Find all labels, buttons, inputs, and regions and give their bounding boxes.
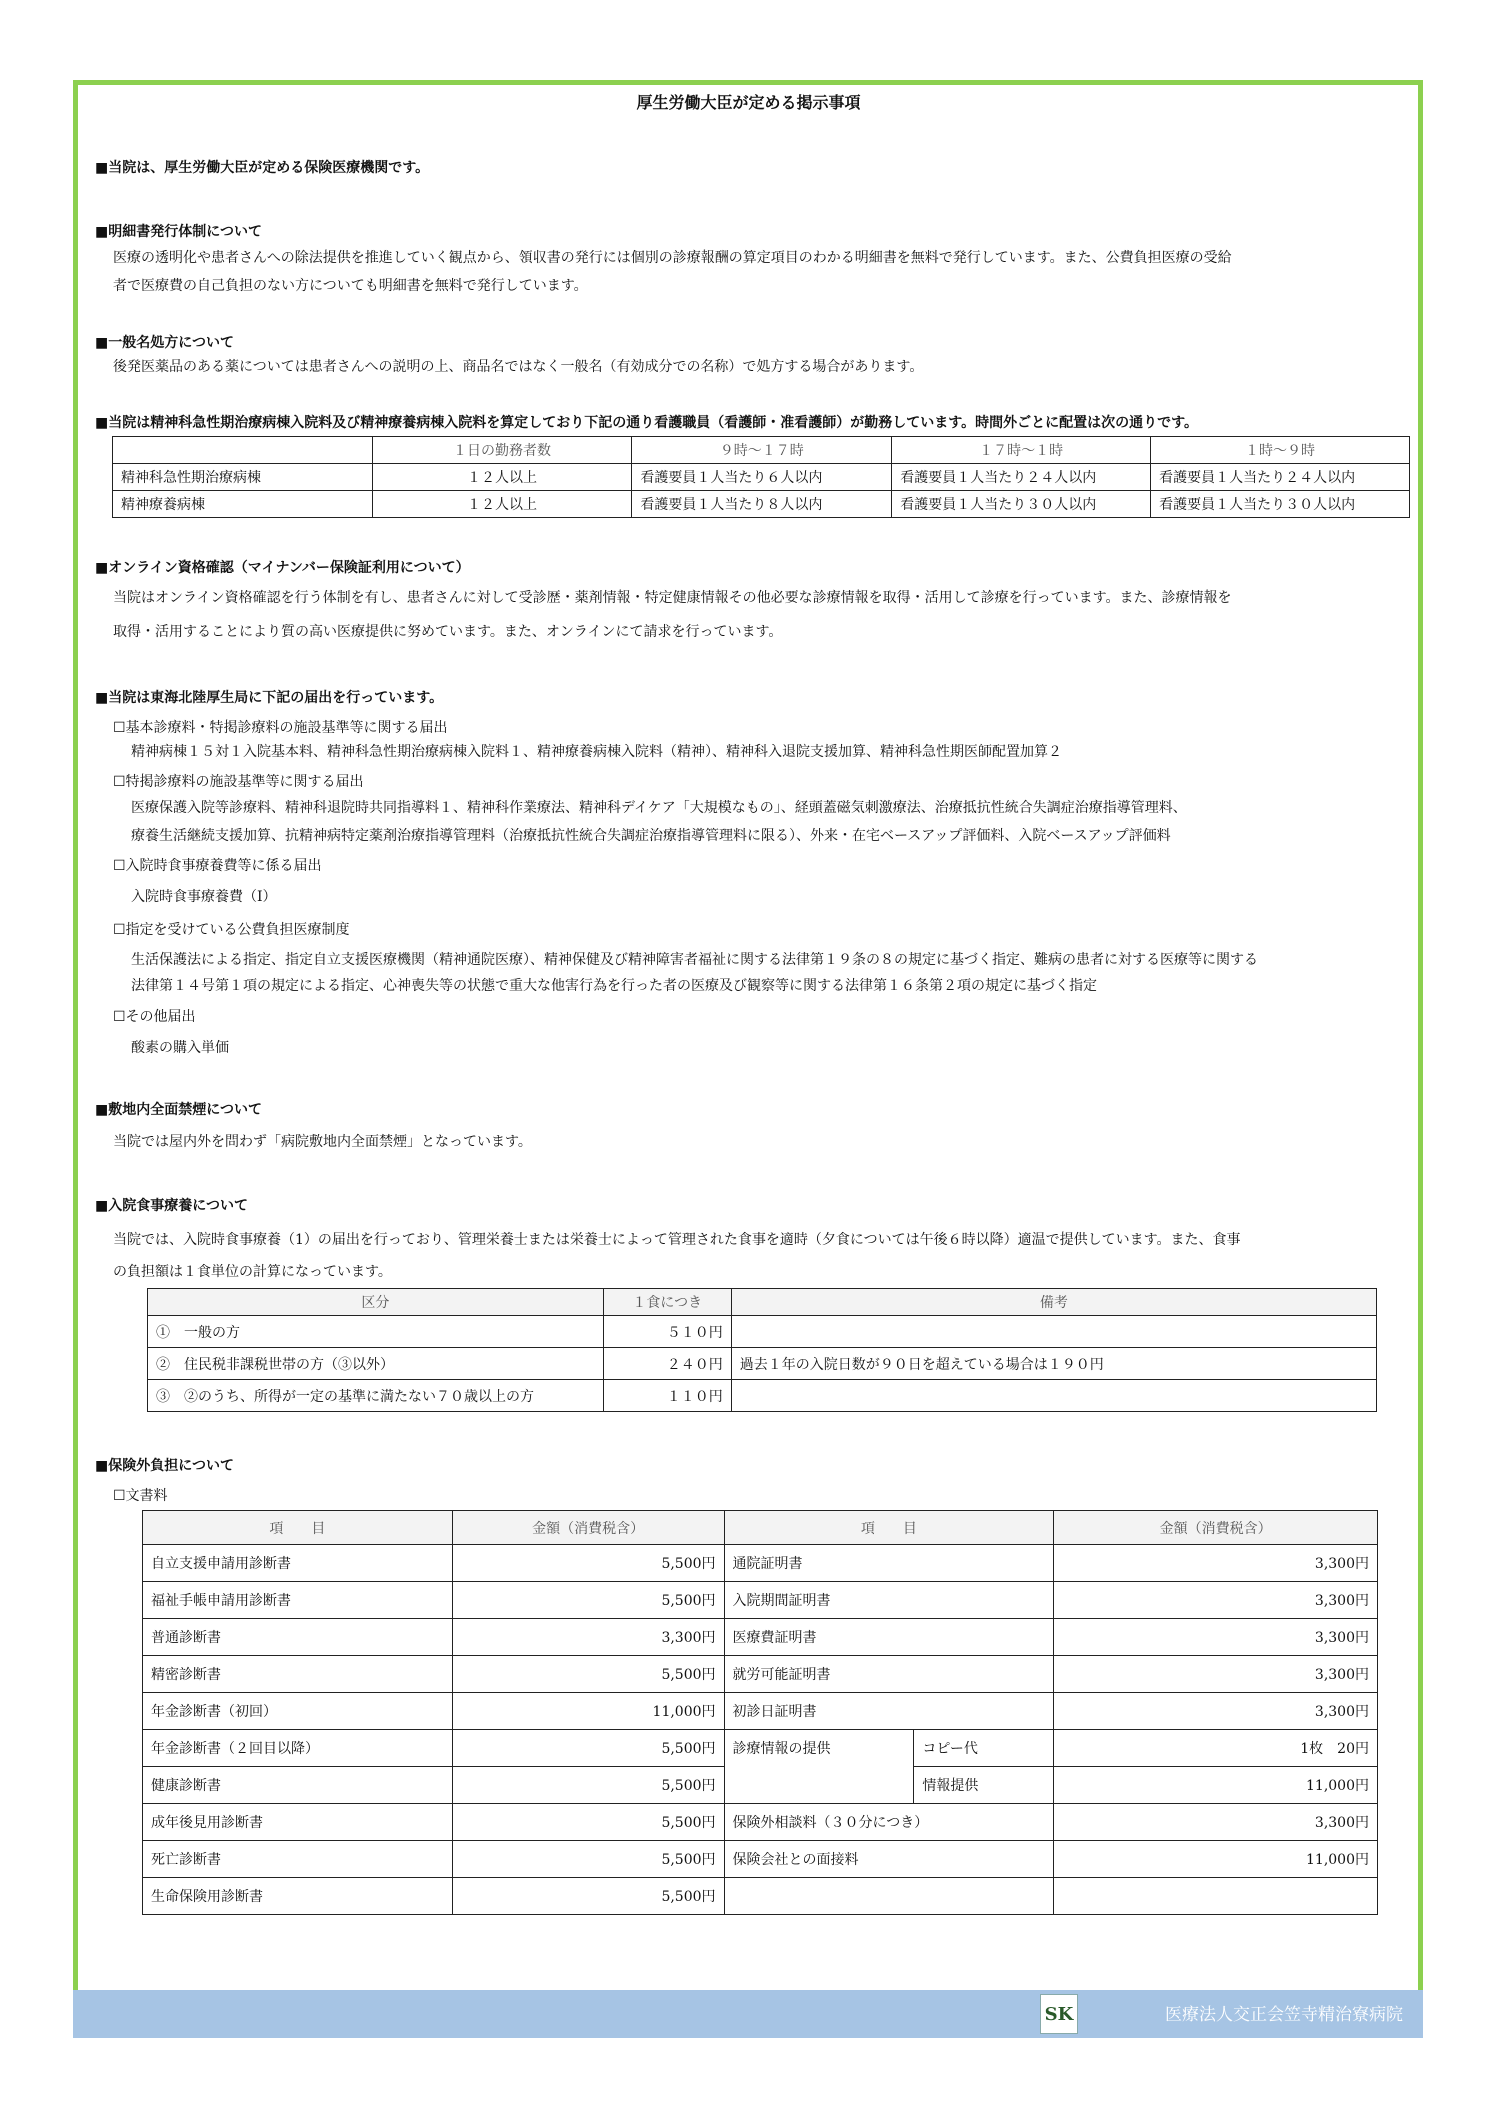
- table-cell: １１０円: [603, 1380, 731, 1412]
- table-row: [143, 1582, 1378, 1619]
- table-row: [143, 1730, 1378, 1767]
- section-heading: ■入院食事療養について: [95, 1198, 248, 1214]
- section-hospital-type: ■当院は、厚生労働大臣が定める保険医療機関です。: [95, 160, 430, 176]
- paragraph: の負担額は１食単位の計算になっています。: [113, 1264, 392, 1280]
- filing-category: ☐特掲診療料の施設基準等に関する届出: [113, 774, 364, 790]
- paragraph: 入院時食事療養費（Ⅰ）: [131, 889, 277, 905]
- table-cell: 看護要員１人当たり６人以内: [632, 464, 892, 491]
- paragraph: 取得・活用することにより質の高い医療提供に努めています。また、オンラインにて請求を行っています。: [113, 624, 783, 640]
- table-cell: 精密診断書: [143, 1656, 453, 1693]
- table-row: [143, 1656, 1378, 1693]
- table-cell: 通院証明書: [724, 1545, 1054, 1582]
- table-header: 金額（消費税含）: [1054, 1511, 1378, 1545]
- table-row: [143, 1545, 1378, 1582]
- table-row: [113, 464, 1410, 491]
- table-cell: 11,000円: [1054, 1841, 1378, 1878]
- table-cell: 看護要員１人当たり３０人以内: [1151, 491, 1410, 518]
- table-cell: 3,300円: [452, 1619, 724, 1656]
- table-row: [143, 1693, 1378, 1730]
- section-heading: ■保険外負担について: [95, 1458, 234, 1474]
- section-heading: ■一般名処方について: [95, 335, 234, 351]
- table-header: ９時～１７時: [632, 437, 892, 464]
- table-cell: 年金診断書（初回）: [143, 1693, 453, 1730]
- table-row: [143, 1804, 1378, 1841]
- table-cell: 保険外相談料（３０分につき）: [724, 1804, 1054, 1841]
- paragraph: 当院では、入院時食事療養（1）の届出を行っており、管理栄養士または栄養士によって管理された食事を適時（夕食については午後６時以降）適温で提供しています。また、食事: [113, 1232, 1241, 1248]
- table-cell: 情報提供: [914, 1767, 1054, 1804]
- table-header-row: [113, 437, 1410, 464]
- paragraph: 医療の透明化や患者さんへの除法提供を推進していく観点から、領収書の発行には個別の診療報酬の算定項目のわかる明細書を無料で発行しています。また、公費負担医療の受給: [113, 250, 1232, 266]
- filing-category: ☐その他届出: [113, 1009, 196, 1025]
- table-cell: コピー代: [914, 1730, 1054, 1767]
- table-row: [143, 1619, 1378, 1656]
- section-heading: ■明細書発行体制について: [95, 224, 262, 240]
- table-cell: 成年後見用診断書: [143, 1804, 453, 1841]
- table-cell: 診療情報の提供: [724, 1730, 914, 1804]
- table-cell: 就労可能証明書: [724, 1656, 1054, 1693]
- table-cell: 医療費証明書: [724, 1619, 1054, 1656]
- filing-category: ☐入院時食事療養費等に係る届出: [113, 858, 322, 874]
- paragraph: 法律第１４号第１項の規定による指定、心神喪失等の状態で重大な他害行為を行った者の医療及び観察等に関する法律第１６条第２項の規定に基づく指定: [131, 978, 1097, 994]
- table-cell: ② 住民税非課税世帯の方（③以外）: [148, 1348, 604, 1380]
- section-heading: ■敷地内全面禁煙について: [95, 1102, 262, 1118]
- table-cell: 自立支援申請用診断書: [143, 1545, 453, 1582]
- section-heading: ■当院は東海北陸厚生局に下記の届出を行っています。: [95, 690, 444, 706]
- table-cell: 過去１年の入院日数が９０日を超えている場合は１９０円: [731, 1348, 1376, 1380]
- table-cell: [1054, 1878, 1378, 1915]
- table-cell: 精神科急性期治療病棟: [113, 464, 373, 491]
- table-cell: 11,000円: [1054, 1767, 1378, 1804]
- table-cell: ２４０円: [603, 1348, 731, 1380]
- filing-category: ☐基本診療料・特掲診療料の施設基準等に関する届出: [113, 720, 448, 736]
- paragraph: 当院では屋内外を問わず「病院敷地内全面禁煙」となっています。: [113, 1134, 532, 1150]
- table-cell: 5,500円: [452, 1545, 724, 1582]
- table-cell: ③ ②のうち、所得が一定の基準に満たない７０歳以上の方: [148, 1380, 604, 1412]
- table-cell: 1枚 20円: [1054, 1730, 1378, 1767]
- table-cell: 看護要員１人当たり２４人以内: [892, 464, 1151, 491]
- table-cell: 精神療養病棟: [113, 491, 373, 518]
- table-cell: 健康診断書: [143, 1767, 453, 1804]
- table-row: [148, 1380, 1377, 1412]
- table-cell: ５１０円: [603, 1316, 731, 1348]
- table-cell: 生命保険用診断書: [143, 1878, 453, 1915]
- filing-category: ☐指定を受けている公費負担医療制度: [113, 922, 350, 938]
- table-cell: 5,500円: [452, 1582, 724, 1619]
- hospital-name: 医療法人交正会笠寺精治寮病院: [1165, 2005, 1403, 2025]
- table-header-row: [148, 1289, 1377, 1316]
- footer-bar: [73, 1990, 1423, 2038]
- table-header: 金額（消費税含）: [452, 1511, 724, 1545]
- table-row: [148, 1316, 1377, 1348]
- table-cell: 保険会社との面接料: [724, 1841, 1054, 1878]
- table-header: 備考: [731, 1289, 1376, 1316]
- table-cell: 3,300円: [1054, 1582, 1378, 1619]
- paragraph: 酸素の購入単価: [131, 1040, 229, 1056]
- table-cell: 看護要員１人当たり３０人以内: [892, 491, 1151, 518]
- table-header: １７時～１時: [892, 437, 1151, 464]
- table-header: １日の勤務者数: [372, 437, 632, 464]
- table-cell: 普通診断書: [143, 1619, 453, 1656]
- paragraph: 当院はオンライン資格確認を行う体制を有し、患者さんに対して受診歴・薬剤情報・特定健康情報その他必要な診療情報を取得・活用して診療を行っています。また、診療情報を: [113, 590, 1232, 606]
- filing-category: ☐文書料: [113, 1488, 168, 1504]
- paragraph: 生活保護法による指定、指定自立支援医療機関（精神通院医療）、精神保健及び精神障害者福祉に関する法律第１９条の８の規定に基づく指定、難病の患者に対する医療等に関する: [131, 952, 1258, 968]
- table-cell: 年金診断書（２回目以降）: [143, 1730, 453, 1767]
- table-cell: １２人以上: [372, 464, 632, 491]
- paragraph: 医療保護入院等診療料、精神科退院時共同指導料１、精神科作業療法、精神科デイケア「大規模なもの」、経頭蓋磁気刺激療法、治療抵抗性統合失調症治療指導管理料、: [131, 800, 1187, 816]
- table-row: [148, 1348, 1377, 1380]
- table-cell: 5,500円: [452, 1804, 724, 1841]
- table-cell: 3,300円: [1054, 1656, 1378, 1693]
- table-cell: 5,500円: [452, 1656, 724, 1693]
- table-header: [113, 437, 373, 464]
- paragraph: 療養生活継続支援加算、抗精神病特定薬剤治療指導管理料（治療抵抗性統合失調症治療指導管理料に限る）、外来・在宅ベースアップ評価料、入院ベースアップ評価料: [131, 828, 1171, 844]
- nursing-staff-table: [112, 436, 1410, 518]
- table-cell: [731, 1316, 1376, 1348]
- table-cell: 5,500円: [452, 1730, 724, 1767]
- page-title: 厚生労働大臣が定める掲示事項: [636, 93, 861, 112]
- table-row: [143, 1841, 1378, 1878]
- paragraph: 精神病棟１５対１入院基本料、精神科急性期治療病棟入院料１、精神療養病棟入院料（精神）、精神科入退院支援加算、精神科急性期医師配置加算２: [131, 744, 1062, 760]
- table-cell: 3,300円: [1054, 1804, 1378, 1841]
- document-fee-table: [142, 1510, 1378, 1915]
- table-header: １時～９時: [1151, 437, 1410, 464]
- meal-cost-table: [147, 1288, 1377, 1412]
- table-cell: 11,000円: [452, 1693, 724, 1730]
- table-cell: 入院期間証明書: [724, 1582, 1054, 1619]
- table-cell: 3,300円: [1054, 1545, 1378, 1582]
- table-cell: [731, 1380, 1376, 1412]
- table-cell: ① 一般の方: [148, 1316, 604, 1348]
- table-cell: 5,500円: [452, 1878, 724, 1915]
- hospital-logo-icon: SK: [1040, 1994, 1078, 2034]
- section-heading: ■当院は精神科急性期治療病棟入院料及び精神療養病棟入院料を算定しており下記の通り看護職員（看護師・准看護師）が勤務しています。時間外ごとに配置は次の通りです。: [95, 415, 1198, 431]
- table-header: 項 目: [724, 1511, 1054, 1545]
- table-cell: 3,300円: [1054, 1693, 1378, 1730]
- section-heading: ■オンライン資格確認（マイナンバー保険証利用について）: [95, 560, 470, 576]
- table-cell: 初診日証明書: [724, 1693, 1054, 1730]
- table-cell: 福祉手帳申請用診断書: [143, 1582, 453, 1619]
- table-cell: １２人以上: [372, 491, 632, 518]
- table-row: [113, 491, 1410, 518]
- table-cell: [724, 1878, 1054, 1915]
- table-header-row: [143, 1511, 1378, 1545]
- table-cell: 3,300円: [1054, 1619, 1378, 1656]
- table-cell: 看護要員１人当たり８人以内: [632, 491, 892, 518]
- table-cell: 5,500円: [452, 1841, 724, 1878]
- paragraph: 者で医療費の自己負担のない方についても明細書を無料で発行しています。: [113, 278, 588, 294]
- table-row: [143, 1878, 1378, 1915]
- table-cell: 看護要員１人当たり２４人以内: [1151, 464, 1410, 491]
- table-cell: 5,500円: [452, 1767, 724, 1804]
- table-header: 項 目: [143, 1511, 453, 1545]
- table-header: 区分: [148, 1289, 604, 1316]
- paragraph: 後発医薬品のある薬については患者さんへの説明の上、商品名ではなく一般名（有効成分での名称）で処方する場合があります。: [113, 359, 924, 375]
- table-cell: 死亡診断書: [143, 1841, 453, 1878]
- table-header: １食につき: [603, 1289, 731, 1316]
